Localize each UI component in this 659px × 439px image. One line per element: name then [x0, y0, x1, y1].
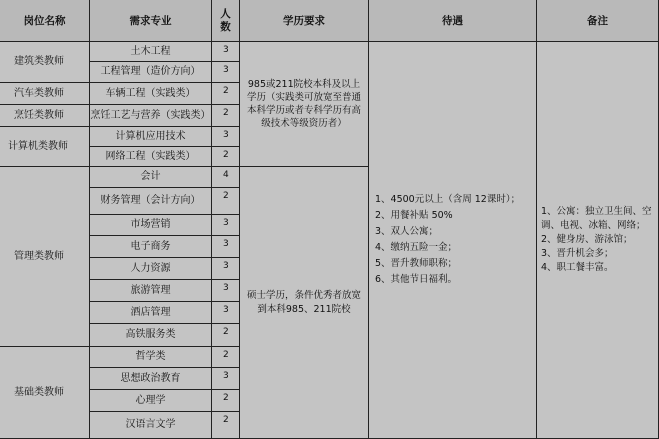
header-major: 需求专业 [90, 0, 212, 42]
major-cell: 汉语言文学 [90, 412, 212, 439]
group-cell-foundation: 基础类教师 [0, 347, 90, 439]
major-cell: 土木工程 [90, 42, 212, 62]
major-cell: 思想政治教育 [90, 368, 212, 390]
count-cell: 2 [212, 83, 240, 105]
benefit-item: 5、晋升教师职称； [375, 258, 458, 269]
major-cell: 人力资源 [90, 258, 212, 280]
education-cell-bachelor [240, 42, 369, 167]
benefit-item: 6、其他节日福利。 [375, 274, 458, 285]
count-cell: 3 [212, 42, 240, 62]
note-item: 2、健身房、游泳馆； [541, 234, 633, 245]
major-cell: 财务管理（会计方向） [90, 188, 212, 215]
major-cell: 心理学 [90, 390, 212, 412]
count-cell: 2 [212, 105, 240, 127]
major-cell: 会计 [90, 167, 212, 188]
major-cell: 哲学类 [90, 347, 212, 368]
count-cell: 2 [212, 147, 240, 167]
benefit-item: 4、缴纳五险一金； [375, 242, 458, 253]
count-cell: 3 [212, 280, 240, 302]
count-cell: 2 [212, 390, 240, 412]
education-text-master: 硕士学历，条件优秀者放宽到本科985、211院校 [246, 289, 361, 315]
notes-cell [537, 42, 659, 439]
header-count [212, 0, 240, 42]
count-cell: 2 [212, 412, 240, 439]
major-cell: 市场营销 [90, 215, 212, 236]
benefit-item: 1、4500元以上（含周 12课时）； [375, 194, 521, 205]
major-cell: 酒店管理 [90, 302, 212, 324]
header-education: 学历要求 [240, 0, 369, 42]
major-cell: 电子商务 [90, 236, 212, 258]
education-cell-master [240, 167, 369, 439]
benefits-list [373, 192, 520, 288]
count-cell: 3 [212, 302, 240, 324]
major-cell: 旅游管理 [90, 280, 212, 302]
major-cell: 车辆工程（实践类） [90, 83, 212, 105]
count-cell: 3 [212, 236, 240, 258]
note-item: 4、职工餐丰富。 [541, 262, 614, 273]
benefit-item: 2、用餐补贴 50% [375, 210, 453, 221]
notes-list [541, 205, 654, 275]
group-cell-auto: 汽车类教师 [0, 83, 90, 105]
benefit-item: 3、双人公寓； [375, 226, 439, 237]
major-cell: 烹饪工艺与营养（实践类） [90, 105, 212, 127]
count-cell: 3 [212, 258, 240, 280]
major-cell: 计算机应用技术 [90, 127, 212, 147]
header-benefits: 待遇 [369, 0, 537, 42]
count-cell: 3 [212, 127, 240, 147]
note-item: 1、公寓：独立卫生间、空调、电视、冰箱、网络； [541, 206, 652, 231]
group-cell-management: 管理类教师 [0, 167, 90, 347]
count-cell: 3 [212, 62, 240, 83]
header-count-label: 人数 [220, 7, 231, 33]
count-cell: 2 [212, 324, 240, 347]
count-cell: 4 [212, 167, 240, 188]
group-cell-computer: 计算机类教师 [0, 127, 90, 167]
count-cell: 2 [212, 347, 240, 368]
note-item: 3、晋升机会多； [541, 248, 614, 259]
major-cell: 网络工程（实践类） [90, 147, 212, 167]
count-cell: 2 [212, 188, 240, 215]
group-cell-construction: 建筑类教师 [0, 42, 90, 83]
header-position: 岗位名称 [0, 0, 90, 42]
major-cell: 工程管理（造价方向） [90, 62, 212, 83]
header-notes: 备注 [537, 0, 659, 42]
benefits-cell [369, 42, 537, 439]
education-text-bachelor: 985或211院校本科及以上学历（实践类可放宽至普通本科学历或者专科学历有高级技术等级资历者） [246, 79, 361, 129]
group-cell-culinary: 烹饪类教师 [0, 105, 90, 127]
count-cell: 3 [212, 368, 240, 390]
major-cell: 高铁服务类 [90, 324, 212, 347]
count-cell: 3 [212, 215, 240, 236]
